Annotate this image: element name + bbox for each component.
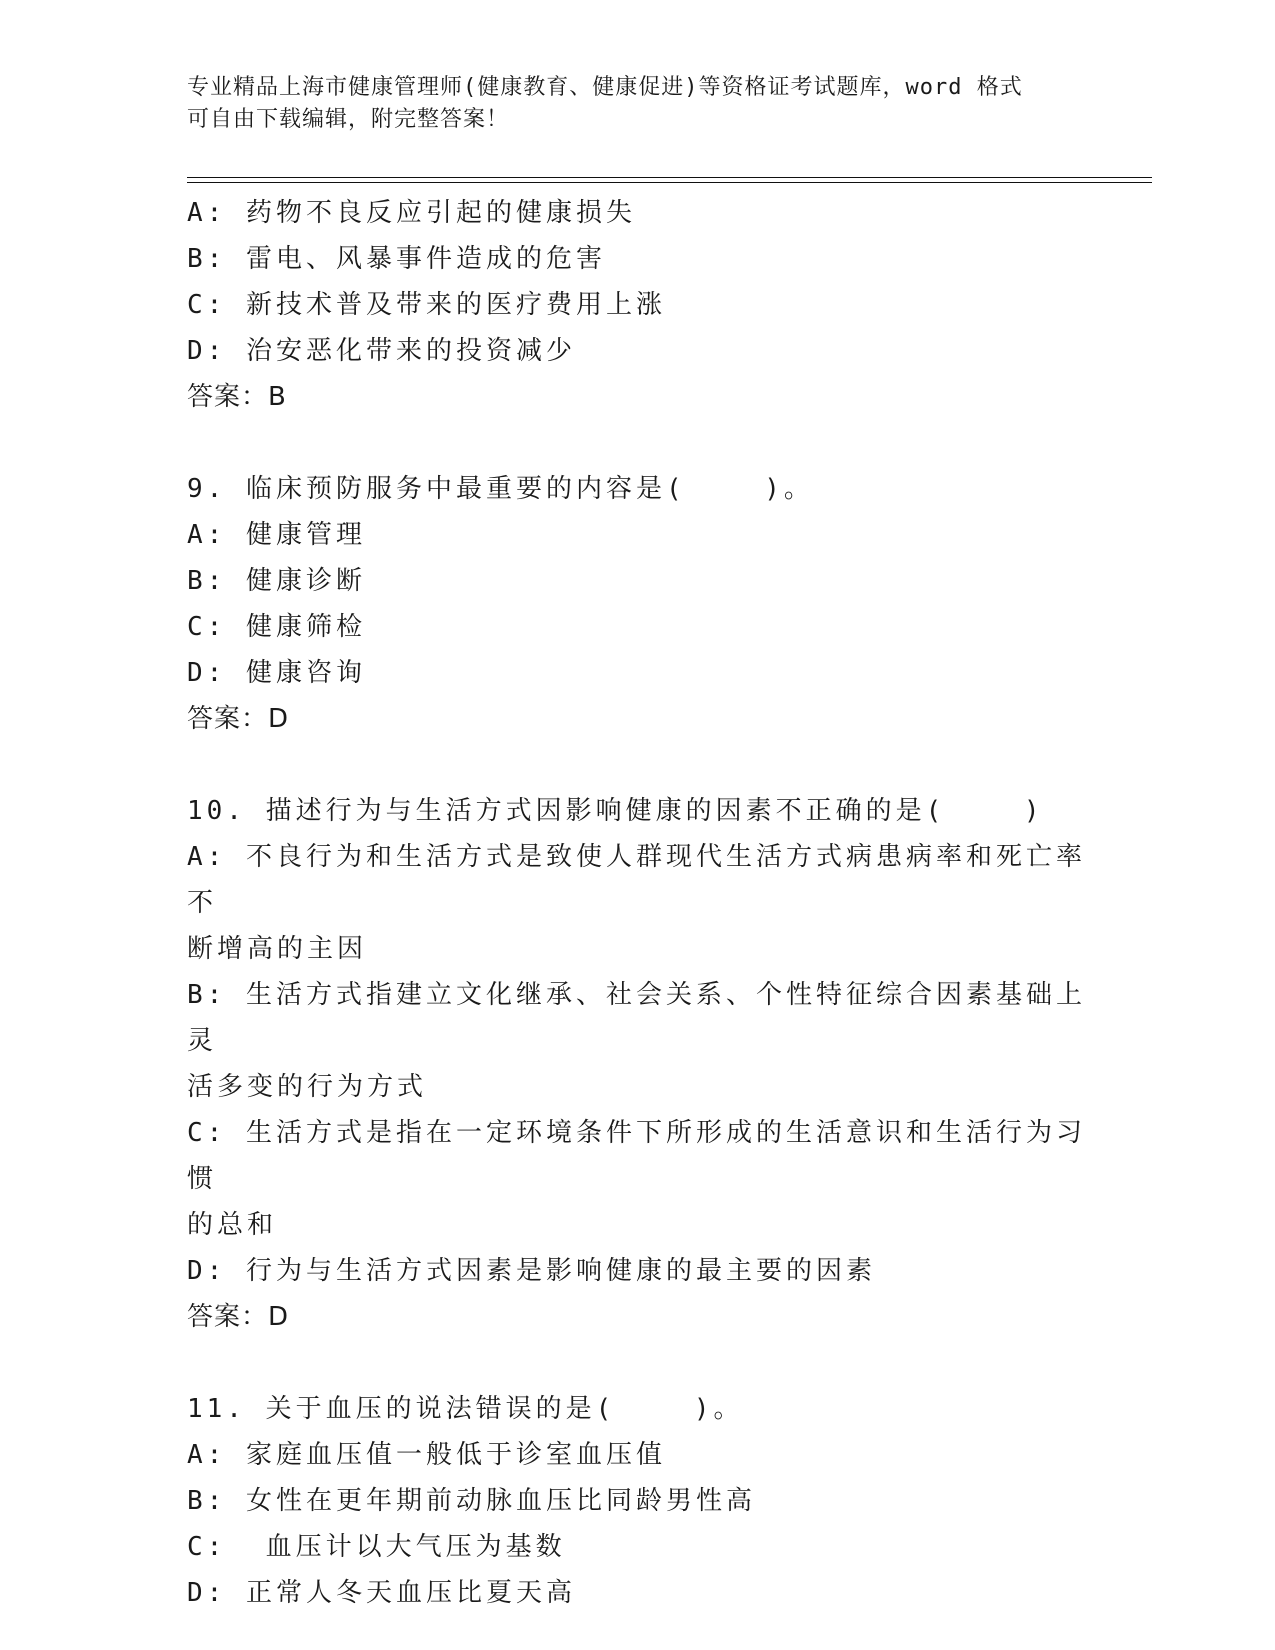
answer: 答案：B <box>187 382 287 412</box>
option-d: D: 正常人冬天血压比夏天高 <box>187 1578 576 1608</box>
question-list <box>187 190 1087 1616</box>
spacer <box>187 742 1087 788</box>
option-b: B: 健康诊断 <box>187 566 366 596</box>
option-c-line-2: 的总和 <box>187 1210 278 1240</box>
option-b: B: 女性在更年期前动脉血压比同龄男性高 <box>187 1486 756 1516</box>
question-block-10 <box>187 788 1087 1340</box>
question-block-8 <box>187 190 1087 420</box>
option-d: D: 行为与生活方式因素是影响健康的最主要的因素 <box>187 1256 876 1286</box>
option-d: D: 健康咨询 <box>187 658 366 688</box>
option-b: B: 雷电、风暴事件造成的危害 <box>187 244 606 274</box>
header-line-1: 专业精品上海市健康管理师(健康教育、健康促进)等资格证考试题库，word 格式 <box>187 75 1023 100</box>
answer: 答案：D <box>187 1302 290 1332</box>
header-line-2: 可自由下载编辑，附完整答案！ <box>187 107 510 132</box>
option-a: A: 家庭血压值一般低于诊室血压值 <box>187 1440 666 1470</box>
option-a-line-1: A: 不良行为和生活方式是致使人群现代生活方式病患病率和死亡率不 <box>187 842 1086 918</box>
question-text: 11. 关于血压的说法错误的是( )。 <box>187 1394 744 1424</box>
answer: 答案：D <box>187 704 290 734</box>
question-text: 9. 临床预防服务中最重要的内容是( )。 <box>187 474 814 504</box>
spacer <box>187 420 1087 466</box>
option-c: C: 血压计以大气压为基数 <box>187 1532 566 1562</box>
option-b-line-1: B: 生活方式指建立文化继承、社会关系、个性特征综合因素基础上灵 <box>187 980 1086 1056</box>
option-d: D: 治安恶化带来的投资减少 <box>187 336 576 366</box>
option-c-line-1: C: 生活方式是指在一定环境条件下所形成的生活意识和生活行为习惯 <box>187 1118 1086 1194</box>
document-header <box>187 72 1087 136</box>
option-c: C: 健康筛检 <box>187 612 366 642</box>
question-block-11 <box>187 1386 1087 1616</box>
header-rule-bottom <box>187 182 1152 183</box>
option-a-line-2: 断增高的主因 <box>187 934 368 964</box>
header-rule-top <box>187 177 1152 178</box>
option-c: C: 新技术普及带来的医疗费用上涨 <box>187 290 666 320</box>
spacer <box>187 1340 1087 1386</box>
question-text: 10. 描述行为与生活方式因影响健康的因素不正确的是( ) <box>187 796 1044 826</box>
option-a: A: 药物不良反应引起的健康损失 <box>187 198 636 228</box>
option-b-line-2: 活多变的行为方式 <box>187 1072 428 1102</box>
option-a: A: 健康管理 <box>187 520 366 550</box>
question-block-9 <box>187 466 1087 742</box>
